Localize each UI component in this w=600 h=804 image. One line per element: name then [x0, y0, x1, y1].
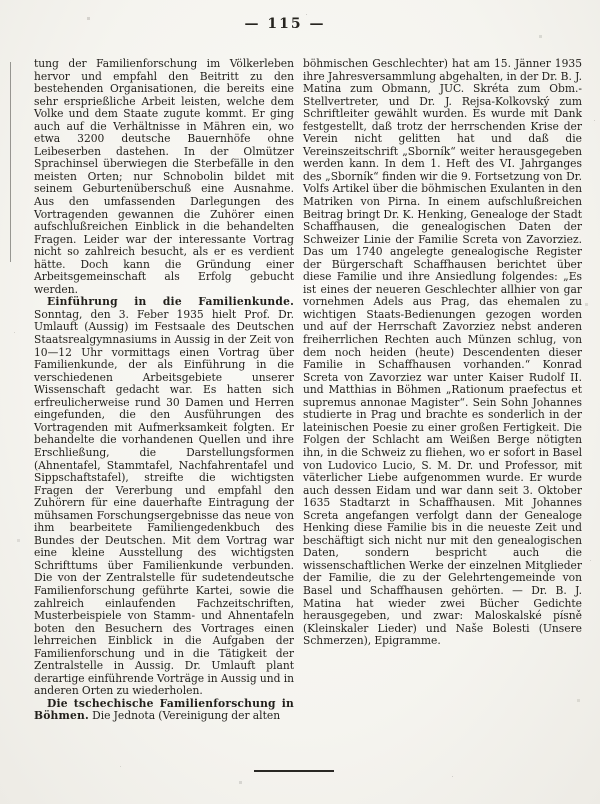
- scan-noise-speckles: [0, 0, 1, 1]
- right-column: [303, 58, 582, 723]
- two-column-text-body: [34, 58, 582, 723]
- section-heading-einfuehrung: Einführung in die Familienkunde.: [47, 295, 294, 309]
- paragraph-einfuehrung-familienkunde: [34, 296, 294, 698]
- paragraph-jednota-report: [303, 58, 582, 648]
- left-column: [34, 58, 294, 723]
- paragraph-tschechische-familienforschung: [34, 698, 294, 723]
- paragraph-text: Die Jednota (Vereinigung der alten: [92, 709, 281, 723]
- page-number: — 115 —: [244, 16, 326, 32]
- scan-edge-artifact: [10, 62, 11, 262]
- paragraph-text: Sonntag, den 3. Feber 1935 hielt Prof. Dr. Umlauft (Aussig) im Festsaale des Deutschen Staatsrealgymnasiums in Aussig in der Zeit von 10—12 Uhr vormittags einen Vortrag über Familienkunde, der als Einführung in die verschiedenen Arbeitsgebiete unserer Wissenschaft gedacht war. Es hatten sich erfreulicherweise rund 30 Damen und Herren eingefunden, die den Ausführungen des Vortragenden mit Aufmerksamkeit folgten. Er behandelte die vorhandenen Quellen und ihre Erschließung, die Darstellungsformen (Ahnentafel, Stammtafel, Nachfahrentafel und Sippschaftstafel), streifte die wichtigsten Fragen der Vererbung und empfahl den Zuhörern für eine dauerhafte Eintragung der mühsamen Forschungsergebnisse das neue von ihm bearbeitete Familiengedenkbuch des Bundes der Deutschen. Mit dem Vortrag war eine kleine Ausstellung des wichtigsten Schrifttums über Familienkunde verbunden. Die von der Zentralstelle für sudetendeutsche Familienforschung geführte Kartei, sowie die zahlreich einlaufenden Fachzeitschriften, Musterbeispiele von Stamm- und Ahnentafeln boten den Besuchern des Vortrages einen lehrreichen Einblick in die Aufgaben der Familienforschung und in die Tätigkeit der Zentralstelle in Aussig. Dr. Umlauft plant derartige einführende Vorträge in Aussig und in anderen Orten zu wiederholen.: [34, 307, 294, 698]
- paragraph-text: tung der Familienforschung im Völkerleben hervor und empfahl den Beitritt zu den bestehenden Organisationen, die bereits eine sehr ersprießliche Arbeit leisten, welche dem Volke und dem Staate zugute kommt. Er ging auch auf die Verhältnisse in Mähren ein, wo etwa 3200 deutsche Bauernhöfe ohne Leibeserben dastehen. In der Olmützer Sprachinsel überwiegen die Sterbefälle in den meisten Orten; nur Schnobolin bildet mit seinem Geburtenüberschuß eine Ausnahme. Aus den umfassenden Darlegungen des Vortragenden gewannen die Zuhörer einen aufschlußreichen Einblick in die behandelten Fragen. Leider war der interessante Vortrag nicht so zahlreich besucht, als er es verdient hätte. Doch kann die Gründung einer Arbeitsgemeinschaft als Erfolg gebucht werden.: [34, 57, 294, 296]
- section-heading-tschechische-forschung: Die tschechische Familienforschung in Böhmen.: [34, 696, 294, 723]
- footer-divider-rule: [254, 770, 334, 772]
- paragraph-text: böhmischen Geschlechter) hat am 15. Jänner 1935 ihre Jahresversammlung abgehalten, in der Dr. B. J. Matina zum Obmann, JUC. Skréta zum Obm.-Stellvertreter, und Dr. J. Rejsa-Kolkovský zum Schriftleiter gewählt wurden. Es wurde mit Dank festgestellt, daß trotz der herrschenden Krise der Verein nicht gelitten hat und daß die Vereinszeitschrift „Sborník“ weiter herausgegeben werden kann. In dem 1. Heft des VI. Jahrganges des „Sborník“ finden wir die 9. Fortsetzung von Dr. Volfs Artikel über die böhmischen Exulanten in den Matriken von Pirna. In einem aufschlußreichen Beitrag bringt Dr. K. Henking, Genealoge der Stadt Schaffhausen, die genealogischen Daten der Schweizer Linie der Familie Screta von Zavorziez. Das um 1740 angelegte genealogische Register der Bürgerschaft Schaffhausen berichtet über diese Familie und ihre Ansiedlung folgendes: „Es ist eines der neueren Geschlechter allhier von gar vornehmen Adels aus Prag, das ehemalen zu wichtigen Staats-Bedienungen gezogen worden und auf der Herrschaft Zavorziez nebst anderen freiherrlichen Rechten auch Münzen schlug, von dem noch heiden (heute) Descendenten dieser Familie in Schaffhausen vorhanden.“ Konrad Screta von Zavorziez war unter Kaiser Rudolf II. und Matthias in Böhmen „Rationum praefectus et supremus annonae Magister“. Sein Sohn Johannes studierte in Prag und brachte es sonderlich in der lateinischen Poesie zu einer großen Fertigkeit. Die Folgen der Schlacht am Weißen Berge nötigten ihn, in die Schweiz zu fliehen, wo er sofort in Basel von Ludovico Lucio, S. M. Dr. und Professor, mit väterlicher Liebe aufgenommen wurde. Er wurde auch dessen Eidam und war dann seit 3. Oktober 1635 Stadtarzt in Schaffhausen. Mit Johannes Screta angefangen verfolgt dann der Genealoge Henking diese Familie bis in die neueste Zeit und beschäftigt sich nicht nur mit den genealogischen Daten, sondern bespricht auch die wissenschaftlichen Werke der einzelnen Mitglieder der Familie, die zu der Gelehrtengemeinde von Basel und Schaffhausen gehörten. — Dr. B. J. Matina hat wieder zwei Bücher Gedichte herausgegeben, und zwar: Maloskalské písně (Kleinskaler Lieder) und Naše Bolesti (Unsere Schmerzen), Epigramme.: [303, 57, 582, 648]
- paragraph-continuation-family-research: [34, 58, 294, 296]
